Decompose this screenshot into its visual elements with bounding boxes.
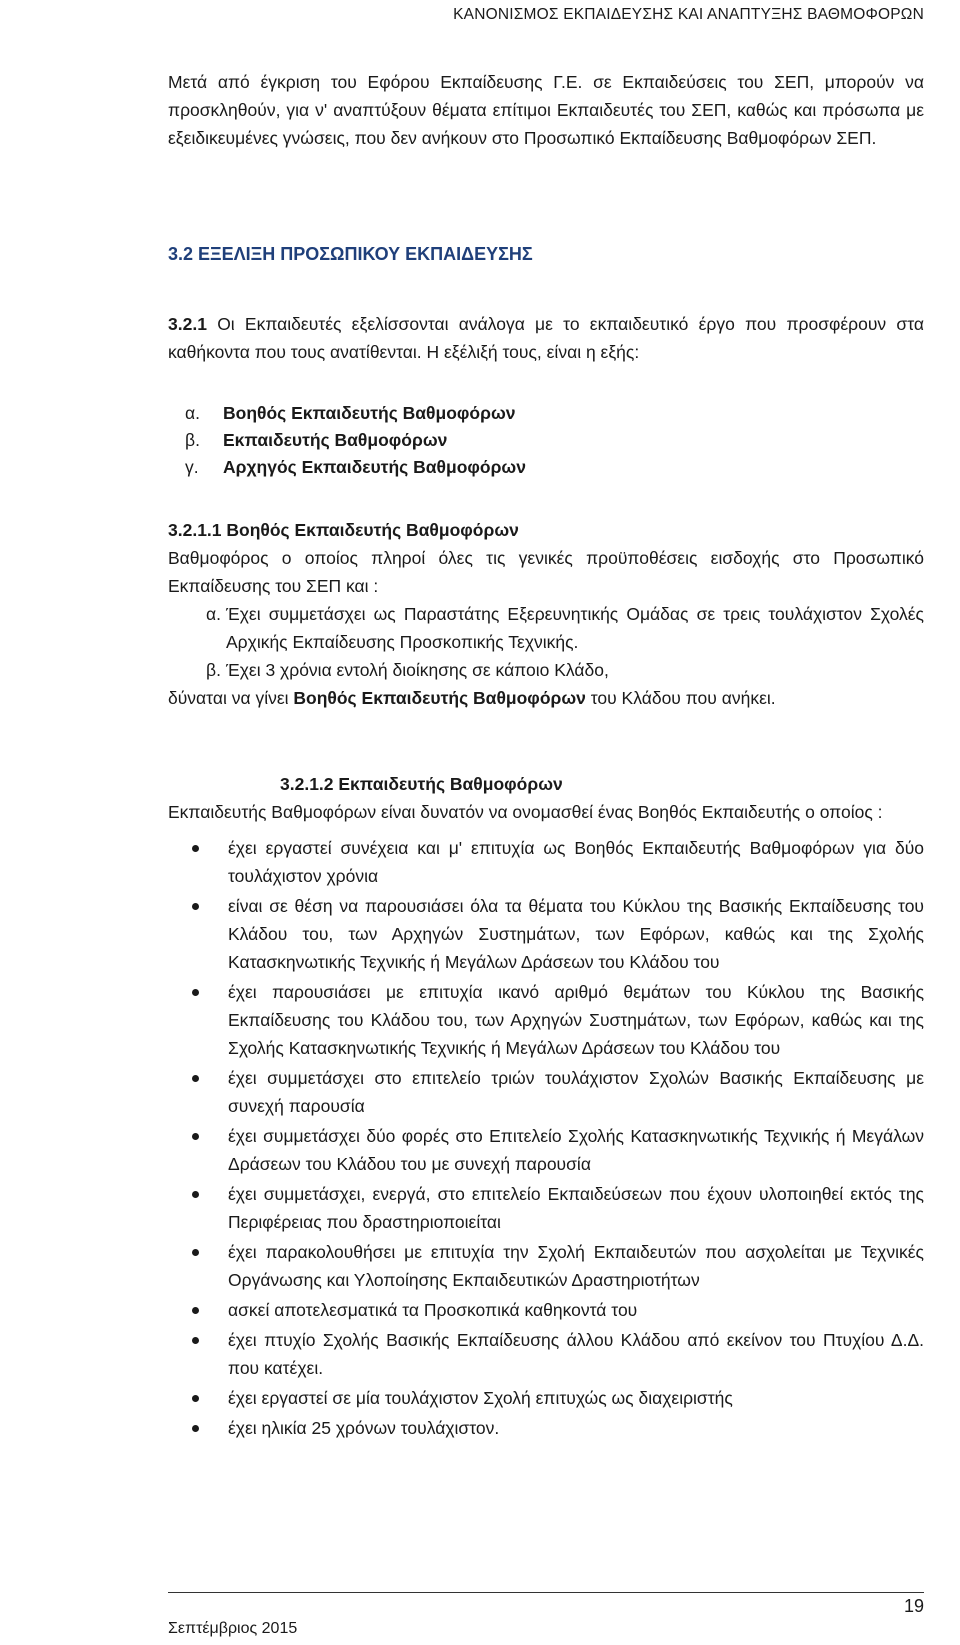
stage-item xyxy=(185,427,785,454)
list-item xyxy=(168,1238,924,1294)
stage-label: β. xyxy=(185,430,200,450)
list-item xyxy=(168,1296,924,1324)
list-item-text: είναι σε θέση να παρουσιάσει όλα τα θέματα του Κύκλου της Βασικής Εκπαίδευσης του Κλάδου του, των Αρχηγών Συστημάτων, των Εφόρων, καθώς και της Σχολής Κατασκηνωτικής Τεχνικής ή Μεγάλων Δράσεων του Κλάδου του xyxy=(228,896,924,972)
subsection-intro: Βαθμοφόρος ο οποίος πληροί όλες τις γενικές προϋποθέσεις εισδοχής στο Προσωπικό Εκπαίδευσης του ΣΕΠ και : xyxy=(168,548,924,596)
stage-item xyxy=(185,454,785,481)
stage-label: γ. xyxy=(185,457,199,477)
paragraph-number: 3.2.1 xyxy=(168,314,207,334)
criteria-label: β. xyxy=(206,660,221,680)
bullet-icon xyxy=(192,1191,199,1198)
list-item-text: έχει εργαστεί συνέχεια και μ' επιτυχία ως Βοηθός Εκπαιδευτής Βαθμοφόρων για δύο τουλάχιστον χρόνια xyxy=(228,838,924,886)
list-item xyxy=(168,1180,924,1236)
closing-line xyxy=(168,684,924,712)
bullet-icon xyxy=(192,989,199,996)
bullet-icon xyxy=(192,1075,199,1082)
list-item-text: έχει πτυχίο Σχολής Βασικής Εκπαίδευσης άλλου Κλάδου από εκείνον του Πτυχίου Δ.Δ. που κατέχει. xyxy=(228,1330,924,1378)
criteria-list xyxy=(206,600,924,684)
criteria-label: α. xyxy=(206,604,221,624)
running-header: ΚΑΝΟΝΙΣΜΟΣ ΕΚΠΑΙΔΕΥΣΗΣ ΚΑΙ ΑΝΑΠΤΥΞΗΣ ΒΑΘΜΟΦΟΡΩΝ xyxy=(453,6,924,23)
list-item xyxy=(168,1326,924,1382)
bullet-icon xyxy=(192,1133,199,1140)
stage-label: α. xyxy=(185,403,200,423)
list-item-text: έχει εργαστεί σε μία τουλάχιστον Σχολή επιτυχώς ως διαχειριστής xyxy=(228,1388,733,1408)
criteria-text: Έχει συμμετάσχει ως Παραστάτης Εξερευνητικής Ομάδας σε τρεις τουλάχιστον Σχολές Αρχικής Εκπαίδευσης Προσκοπικής Τεχνικής. xyxy=(226,604,924,652)
closing-post: του Κλάδου που ανήκει. xyxy=(585,688,776,708)
criteria-text: Έχει 3 χρόνια εντολή διοίκησης σε κάποιο Κλάδο, xyxy=(226,660,609,680)
list-item xyxy=(168,1064,924,1120)
list-item xyxy=(168,1122,924,1178)
bullet-icon xyxy=(192,1337,199,1344)
footer-divider xyxy=(168,1592,924,1593)
bullet-icon xyxy=(192,1395,199,1402)
stage-text: Εκπαιδευτής Βαθμοφόρων xyxy=(223,430,448,450)
paragraph-3-2-1 xyxy=(168,310,924,366)
page-number: 19 xyxy=(903,1596,924,1616)
closing-pre: δύναται να γίνει xyxy=(168,688,294,708)
list-item-text: έχει συμμετάσχει στο επιτελείο τριών τουλάχιστον Σχολών Βασικής Εκπαίδευσης με συνεχή παρουσία xyxy=(228,1068,924,1116)
bullet-icon xyxy=(192,903,199,910)
paragraph-text: Οι Εκπαιδευτές εξελίσσονται ανάλογα με το εκπαιδευτικό έργο που προσφέρουν στα καθήκοντα που τους ανατίθενται. Η εξέλιξή τους, είναι η εξής: xyxy=(168,314,924,362)
footer-date: Σεπτέμβριος 2015 xyxy=(168,1620,298,1637)
stages-list xyxy=(185,400,785,481)
list-item-text: έχει παρακολουθήσει με επιτυχία την Σχολή Εκπαιδευτών που ασχολείται με Τεχνικές Οργάνωσης και Υλοποίησης Εκπαιδευτικών Δραστηριοτήτων xyxy=(228,1242,924,1290)
stage-text: Αρχηγός Εκπαιδευτής Βαθμοφόρων xyxy=(223,457,526,477)
list-item-text: έχει ηλικία 25 χρόνων τουλάχιστον. xyxy=(228,1418,500,1438)
subsection-3-2-1-2 xyxy=(168,770,924,1444)
subsection-heading: 3.2.1.2 Εκπαιδευτής Βαθμοφόρων xyxy=(280,774,563,794)
stage-item xyxy=(185,400,785,427)
list-item-text: έχει συμμετάσχει, ενεργά, στο επιτελείο Εκπαιδεύσεων που έχουν υλοποιηθεί εκτός της Περιφέρειας που δραστηριοποιείται xyxy=(228,1184,924,1232)
bullet-icon xyxy=(192,845,199,852)
list-item xyxy=(168,834,924,890)
list-item xyxy=(168,978,924,1062)
criteria-item xyxy=(206,656,924,684)
intro-paragraph: Μετά από έγκριση του Εφόρου Εκπαίδευσης Γ.Ε. σε Εκπαιδεύσεις του ΣΕΠ, μπορούν να προσκληθούν, για ν' αναπτύξουν θέματα επίτιμοι Εκπαιδευτές του ΣΕΠ, καθώς και πρόσωπα με εξειδικευμένες γνώσεις, που δεν ανήκουν στο Προσωπικό Εκπαίδευσης Βαθμοφόρων ΣΕΠ. xyxy=(168,72,924,148)
stage-text: Βοηθός Εκπαιδευτής Βαθμοφόρων xyxy=(223,403,516,423)
section-heading: 3.2 ΕΞΕΛΙΞΗ ΠΡΟΣΩΠΙΚΟΥ ΕΚΠΑΙΔΕΥΣΗΣ xyxy=(168,244,533,264)
list-item-text: ασκεί αποτελεσματικά τα Προσκοπικά καθηκοντά του xyxy=(228,1300,638,1320)
subsection-heading: 3.2.1.1 Βοηθός Εκπαιδευτής Βαθμοφόρων xyxy=(168,520,519,540)
requirements-list xyxy=(168,834,924,1442)
bullet-icon xyxy=(192,1249,199,1256)
bullet-icon xyxy=(192,1307,199,1314)
subsection-intro: Εκπαιδευτής Βαθμοφόρων είναι δυνατόν να ονομασθεί ένας Βοηθός Εκπαιδευτής ο οποίος : xyxy=(168,802,883,822)
criteria-item xyxy=(206,600,924,656)
subsection-3-2-1-1 xyxy=(168,516,924,712)
list-item xyxy=(168,1384,924,1412)
bullet-icon xyxy=(192,1425,199,1432)
list-item xyxy=(168,892,924,976)
list-item-text: έχει παρουσιάσει με επιτυχία ικανό αριθμό θεμάτων του Κύκλου της Βασικής Εκπαίδευσης του Κλάδου του, των Αρχηγών Συστημάτων, των Εφόρων, καθώς και της Σχολής Κατασκηνωτικής Τεχνικής ή Μεγάλων Δράσεων του Κλάδου του xyxy=(228,982,924,1058)
closing-bold: Βοηθός Εκπαιδευτής Βαθμοφόρων xyxy=(293,688,586,708)
list-item-text: έχει συμμετάσχει δύο φορές στο Επιτελείο Σχολής Κατασκηνωτικής Τεχνικής ή Μεγάλων Δράσεων του Κλάδου του με συνεχή παρουσία xyxy=(228,1126,924,1174)
list-item xyxy=(168,1414,924,1442)
